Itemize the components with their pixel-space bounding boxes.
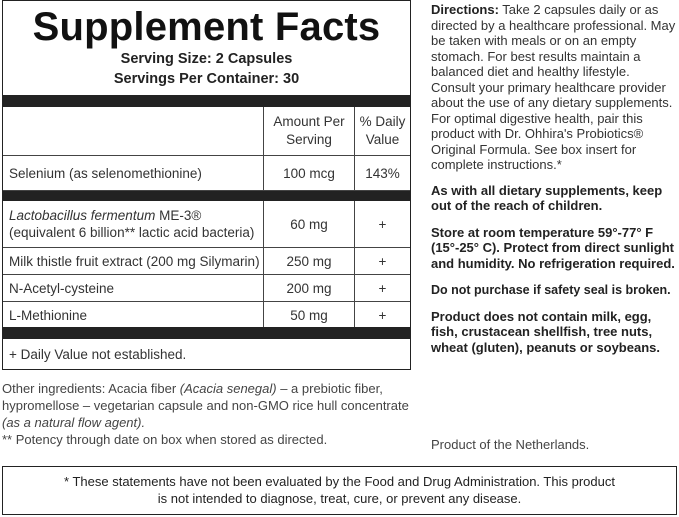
- ingredient-dv: +: [355, 248, 411, 275]
- table-header-row: [3, 107, 410, 156]
- right-column: [431, 2, 676, 355]
- thick-divider: [3, 327, 410, 339]
- table-row: [3, 248, 410, 275]
- ingredient-amount: 200 mg: [264, 275, 355, 302]
- table-row: [3, 156, 410, 191]
- allergen-statement: Product does not contain milk, egg, fish, crustacean shellfish, tree nuts, wheat (gluten), peanuts or soybeans.: [431, 308, 660, 355]
- other-ingredients: Other ingredients: Acacia fiber (Acacia senegal) – a prebiotic fiber, hypromellose – vegetarian capsule and non-GMO rice hull concentrate (as a natural flow agent). ** Potency through date on box when stored as directed.: [2, 380, 414, 448]
- ingredient-dv: +: [355, 275, 411, 302]
- ingredient-amount: 50 mg: [264, 302, 355, 329]
- servings-per-container: Servings Per Container: 30: [113, 71, 300, 87]
- header-amount: Amount Per Serving: [264, 107, 355, 156]
- header-daily-value: % Daily Value: [355, 107, 411, 156]
- ingredient-name: Selenium (as selenomethionine): [3, 156, 264, 191]
- serving-size: Serving Size: 2 Capsules: [120, 51, 293, 67]
- ingredient-name: Milk thistle fruit extract (200 mg Silymarin): [3, 248, 264, 275]
- ingredient-dv: 143%: [355, 156, 411, 191]
- table-row: [3, 201, 410, 248]
- thick-divider: [3, 95, 410, 107]
- table-row: [3, 275, 410, 302]
- supplement-facts-title: Supplement Facts: [32, 5, 381, 49]
- ingredient-name: L-Methionine: [9, 307, 88, 323]
- ingredient-dv: +: [355, 302, 411, 329]
- potency-note: ** Potency through date on box when stored as directed.: [2, 432, 328, 447]
- ingredient-amount: 60 mg: [264, 201, 355, 248]
- directions-label: Directions:: [431, 2, 499, 17]
- storage-instructions: Store at room temperature 59°-77° F (15°-25° C). Protect from direct sunlight and humidity. No refrigeration required.: [431, 224, 675, 271]
- ingredient-name: N-Acetyl-cysteine: [3, 275, 264, 302]
- ingredient-name: Lactobacillus fermentum ME-3® (equivalent 6 billion** lactic acid bacteria): [3, 201, 264, 248]
- facts-table: [3, 107, 410, 328]
- keep-out-warning: As with all dietary supplements, keep out of the reach of children.: [431, 182, 663, 213]
- country-of-origin: Product of the Netherlands.: [431, 437, 590, 452]
- fda-disclaimer: * These statements have not been evaluated by the Food and Drug Administration. This product is not intended to diagnose, treat, cure, or prevent any disease.: [2, 466, 677, 515]
- thick-divider-row: [3, 191, 410, 202]
- directions: Directions: Take 2 capsules daily or as directed by a healthcare professional. May be taken with meals or on an empty stomach. For best results maintain a balanced diet and healthy lifestyle. Consult your primary healthcare provider about the use of any dietary supplements. For optimal digestive health, pair this product with Dr. Ohhira's Probiotics® Original Formula. See box insert for complete instructions.*: [431, 2, 676, 172]
- table-row: [3, 302, 410, 329]
- ingredient-amount: 100 mcg: [264, 156, 355, 191]
- safety-seal-warning: Do not purchase if safety seal is broken.: [431, 283, 671, 297]
- daily-value-footnote: + Daily Value not established.: [9, 347, 187, 362]
- ingredient-dv: +: [355, 201, 411, 248]
- header-blank: [3, 107, 264, 156]
- supplement-facts-panel: [2, 0, 411, 370]
- ingredient-amount: 250 mg: [264, 248, 355, 275]
